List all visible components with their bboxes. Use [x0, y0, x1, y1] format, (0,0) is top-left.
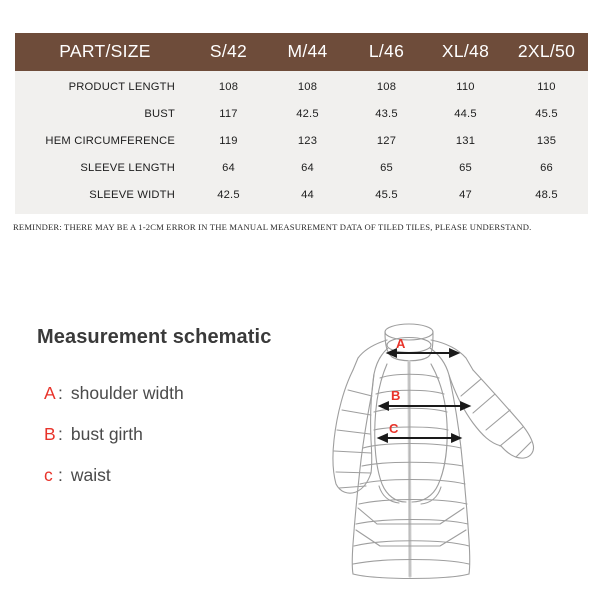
- legend-item-b: [44, 424, 304, 465]
- table-row: [15, 71, 588, 101]
- reminder-text: REMINDER: THERE MAY BE A 1-2CM ERROR IN THE MANUAL MEASUREMENT DATA OF TILED TILES, PLEASE UNDERSTAND.: [13, 222, 532, 232]
- cell-bust-2xl50: 45.5: [535, 108, 558, 120]
- size-table: [15, 33, 588, 214]
- table-row: [15, 155, 588, 182]
- legend-key-a: A: [44, 383, 56, 403]
- row-label-sleeve-length: SLEEVE LENGTH: [80, 162, 175, 174]
- cell-sleeve-width-xl48: 47: [459, 189, 472, 201]
- table-row: [15, 128, 588, 155]
- cell-sleeve-width-l46: 45.5: [375, 189, 398, 201]
- diagram-label-c: C: [389, 421, 399, 436]
- cell-bust-m44: 42.5: [296, 108, 319, 120]
- size-table-body: [15, 71, 588, 214]
- cell-sleeve-width-2xl50: 48.5: [535, 189, 558, 201]
- column-header-2xl50: 2XL/50: [517, 41, 576, 61]
- column-header-s42: S/42: [209, 41, 248, 61]
- table-header-row: [15, 33, 588, 71]
- table-row: [15, 101, 588, 128]
- table-row: [15, 182, 588, 215]
- legend-key-c: c: [44, 465, 53, 485]
- cell-product-length-xl48: 110: [456, 81, 475, 93]
- cell-hem-2xl50: 135: [536, 135, 557, 147]
- cell-bust-s42: 117: [219, 108, 238, 120]
- legend-item-c: [44, 465, 304, 506]
- row-label-sleeve-width: SLEEVE WIDTH: [89, 189, 175, 201]
- diagram-label-b: B: [391, 388, 401, 403]
- diagram-label-a: A: [396, 336, 406, 351]
- cell-hem-m44: 123: [297, 135, 318, 147]
- column-header-l46: L/46: [368, 41, 405, 61]
- cell-sleeve-length-xl48: 65: [459, 162, 472, 174]
- row-label-bust: BUST: [144, 108, 175, 120]
- legend-key-b: B: [44, 424, 56, 444]
- legend-colon-a: :: [58, 383, 63, 403]
- cell-sleeve-length-s42: 64: [222, 162, 235, 174]
- size-table-header: [15, 33, 588, 71]
- cell-product-length-l46: 108: [376, 81, 397, 93]
- measurement-legend: [44, 383, 304, 506]
- legend-value-b: bust girth: [70, 424, 143, 444]
- coat-illustration-icon: [330, 318, 600, 600]
- legend-item-a: [44, 383, 304, 424]
- legend-colon-c: :: [58, 465, 63, 485]
- cell-sleeve-width-s42: 42.5: [217, 189, 240, 201]
- cell-product-length-m44: 108: [297, 81, 318, 93]
- cell-bust-xl48: 44.5: [454, 108, 477, 120]
- cell-hem-xl48: 131: [455, 135, 476, 147]
- page-title: Measurement schematic: [37, 326, 272, 348]
- row-label-product-length: PRODUCT LENGTH: [68, 81, 175, 93]
- row-label-hem-circumference: HEM CIRCUMFERENCE: [45, 135, 175, 147]
- legend-colon-b: :: [58, 424, 63, 444]
- cell-hem-l46: 127: [376, 135, 397, 147]
- cell-hem-s42: 119: [219, 135, 238, 147]
- cell-sleeve-length-l46: 65: [380, 162, 393, 174]
- column-header-m44: M/44: [287, 41, 328, 61]
- cell-bust-l46: 43.5: [375, 108, 398, 120]
- legend-value-a: shoulder width: [70, 383, 184, 403]
- cell-sleeve-width-m44: 44: [301, 189, 314, 201]
- cell-sleeve-length-m44: 64: [301, 162, 314, 174]
- column-header-part-size: PART/SIZE: [59, 41, 151, 61]
- legend-value-c: waist: [70, 465, 111, 485]
- cell-sleeve-length-2xl50: 66: [540, 162, 553, 174]
- coat-diagram: [330, 318, 600, 600]
- cell-product-length-2xl50: 110: [537, 81, 556, 93]
- column-header-xl48: XL/48: [441, 41, 490, 61]
- cell-product-length-s42: 108: [218, 81, 239, 93]
